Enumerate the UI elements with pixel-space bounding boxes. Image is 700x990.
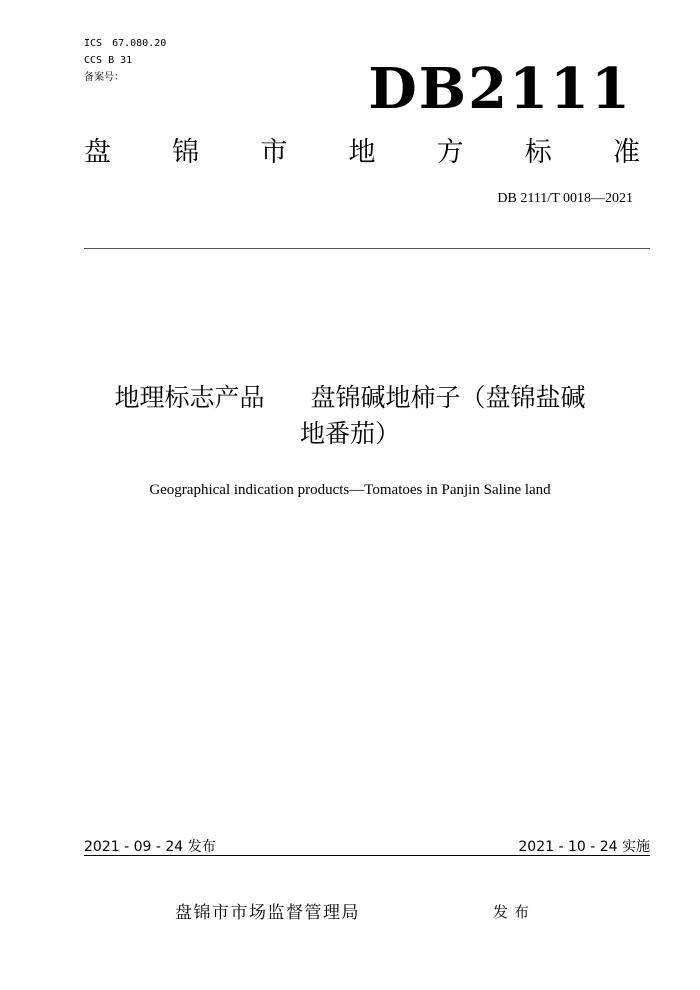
standard-type-char: 锦 — [172, 137, 200, 168]
standard-number: DB 2111/T 0018—2021 — [497, 191, 633, 206]
standard-type-char: 市 — [260, 137, 288, 168]
title-part-2: 盘锦碱地柿子（盘锦盐碱 — [310, 383, 586, 412]
ics-number: 67.080.20 — [112, 38, 167, 49]
english-title: Geographical indication products—Tomatoes in Panjin Saline land — [149, 482, 551, 498]
ics-label: ICS — [84, 38, 103, 49]
standard-type-char: 准 — [612, 137, 640, 168]
standard-type-char: 地 — [348, 137, 376, 168]
db-logo: DB2111 — [368, 56, 632, 122]
header-divider — [84, 248, 650, 249]
record-number-label: 备案号： — [84, 72, 124, 83]
title-part-3: 地番茄） — [299, 419, 400, 448]
document-title — [50, 380, 650, 452]
date-divider — [84, 855, 650, 856]
standard-type — [84, 136, 640, 170]
ics-code — [84, 38, 166, 50]
standard-type-char: 盘 — [84, 137, 111, 168]
ccs-code: CCS B 31 — [84, 55, 133, 66]
standard-type-char: 方 — [436, 137, 464, 168]
issuing-authority: 盘锦市市场监督管理局 — [175, 903, 360, 923]
publish-date: 2021 - 09 - 24 发布 — [84, 839, 216, 855]
title-part-1: 地理标志产品 — [114, 383, 265, 412]
standard-type-char: 标 — [524, 137, 552, 168]
implement-date: 2021 - 10 - 24 实施 — [518, 839, 650, 855]
issue-label: 发布 — [493, 903, 536, 921]
